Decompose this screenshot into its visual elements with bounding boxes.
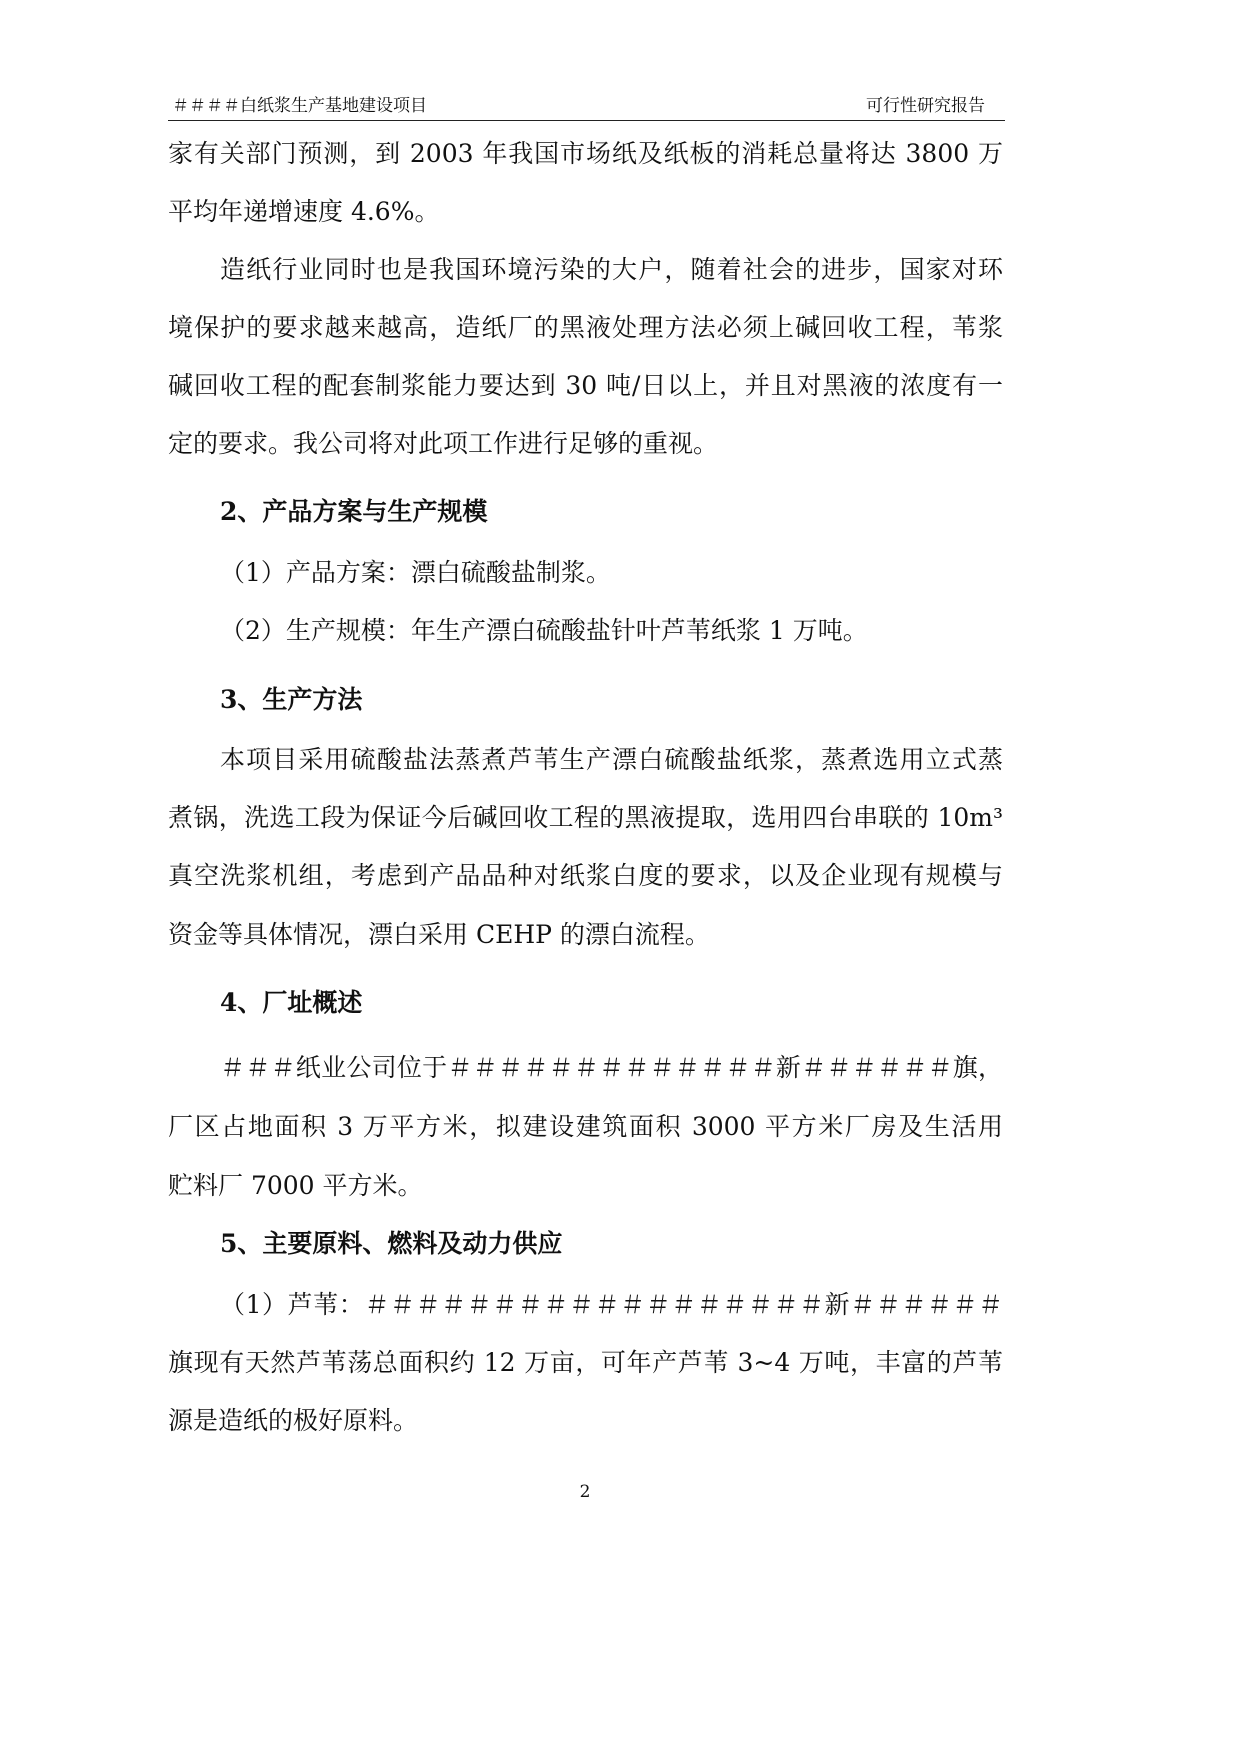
body-line: 源是造纸的极好原料。 [168,1406,419,1435]
body-line: 境保护的要求越来越高，造纸厂的黑液处理方法必须上碱回收工程，苇浆 [168,313,1003,342]
body-line: 旗现有天然芦苇荡总面积约 12 万亩，可年产芦苇 3~4 万吨，丰富的芦苇 [168,1348,1003,1377]
list-item: （1）产品方案：漂白硫酸盐制浆。 [220,558,611,587]
header-project-title: ＃＃＃＃白纸浆生产基地建设项目 [172,96,427,116]
body-line: 碱回收工程的配套制浆能力要达到 30 吨/日以上，并且对黑液的浓度有一 [168,371,1003,400]
header-rule [168,120,1005,121]
body-line: 本项目采用硫酸盐法蒸煮芦苇生产漂白硫酸盐纸浆，蒸煮选用立式蒸 [220,745,1003,774]
section-heading: 5、主要原料、燃料及动力供应 [220,1229,563,1258]
body-line: 定的要求。我公司将对此项工作进行足够的重视。 [168,429,719,458]
section-heading: 4、厂址概述 [220,988,363,1017]
page-number: 2 [579,1482,591,1502]
body-line: 家有关部门预测，到 2003 年我国市场纸及纸板的消耗总量将达 3800 万 [168,139,1003,168]
section-heading: 3、生产方法 [220,685,363,714]
body-line: 煮锅，洗选工段为保证今后碱回收工程的黑液提取，选用四台串联的 10m³ [168,803,1003,832]
body-line: 资金等具体情况，漂白采用 CEHP 的漂白流程。 [168,920,710,949]
body-line: 厂区占地面积 3 万平方米，拟建设建筑面积 3000 平方米厂房及生活用 [168,1112,1003,1141]
body-line: （1）芦苇：＃＃＃＃＃＃＃＃＃＃＃＃＃＃＃＃＃＃新＃＃＃＃＃＃ [220,1290,1003,1319]
section-heading: 2、产品方案与生产规模 [220,497,488,526]
body-line: 造纸行业同时也是我国环境污染的大户，随着社会的进步，国家对环 [220,255,1003,284]
header-doc-type: 可行性研究报告 [866,96,985,116]
body-line: 贮料厂 7000 平方米。 [168,1171,423,1200]
body-line: 平均年递增速度 4.6%。 [168,197,440,226]
list-item: （2）生产规模：年生产漂白硫酸盐针叶芦苇纸浆 1 万吨。 [220,616,868,645]
body-line: 真空洗浆机组，考虑到产品品种对纸浆白度的要求，以及企业现有规模与 [168,861,1003,890]
body-line: ＃＃＃纸业公司位于＃＃＃＃＃＃＃＃＃＃＃＃＃新＃＃＃＃＃＃旗， [220,1053,1003,1082]
